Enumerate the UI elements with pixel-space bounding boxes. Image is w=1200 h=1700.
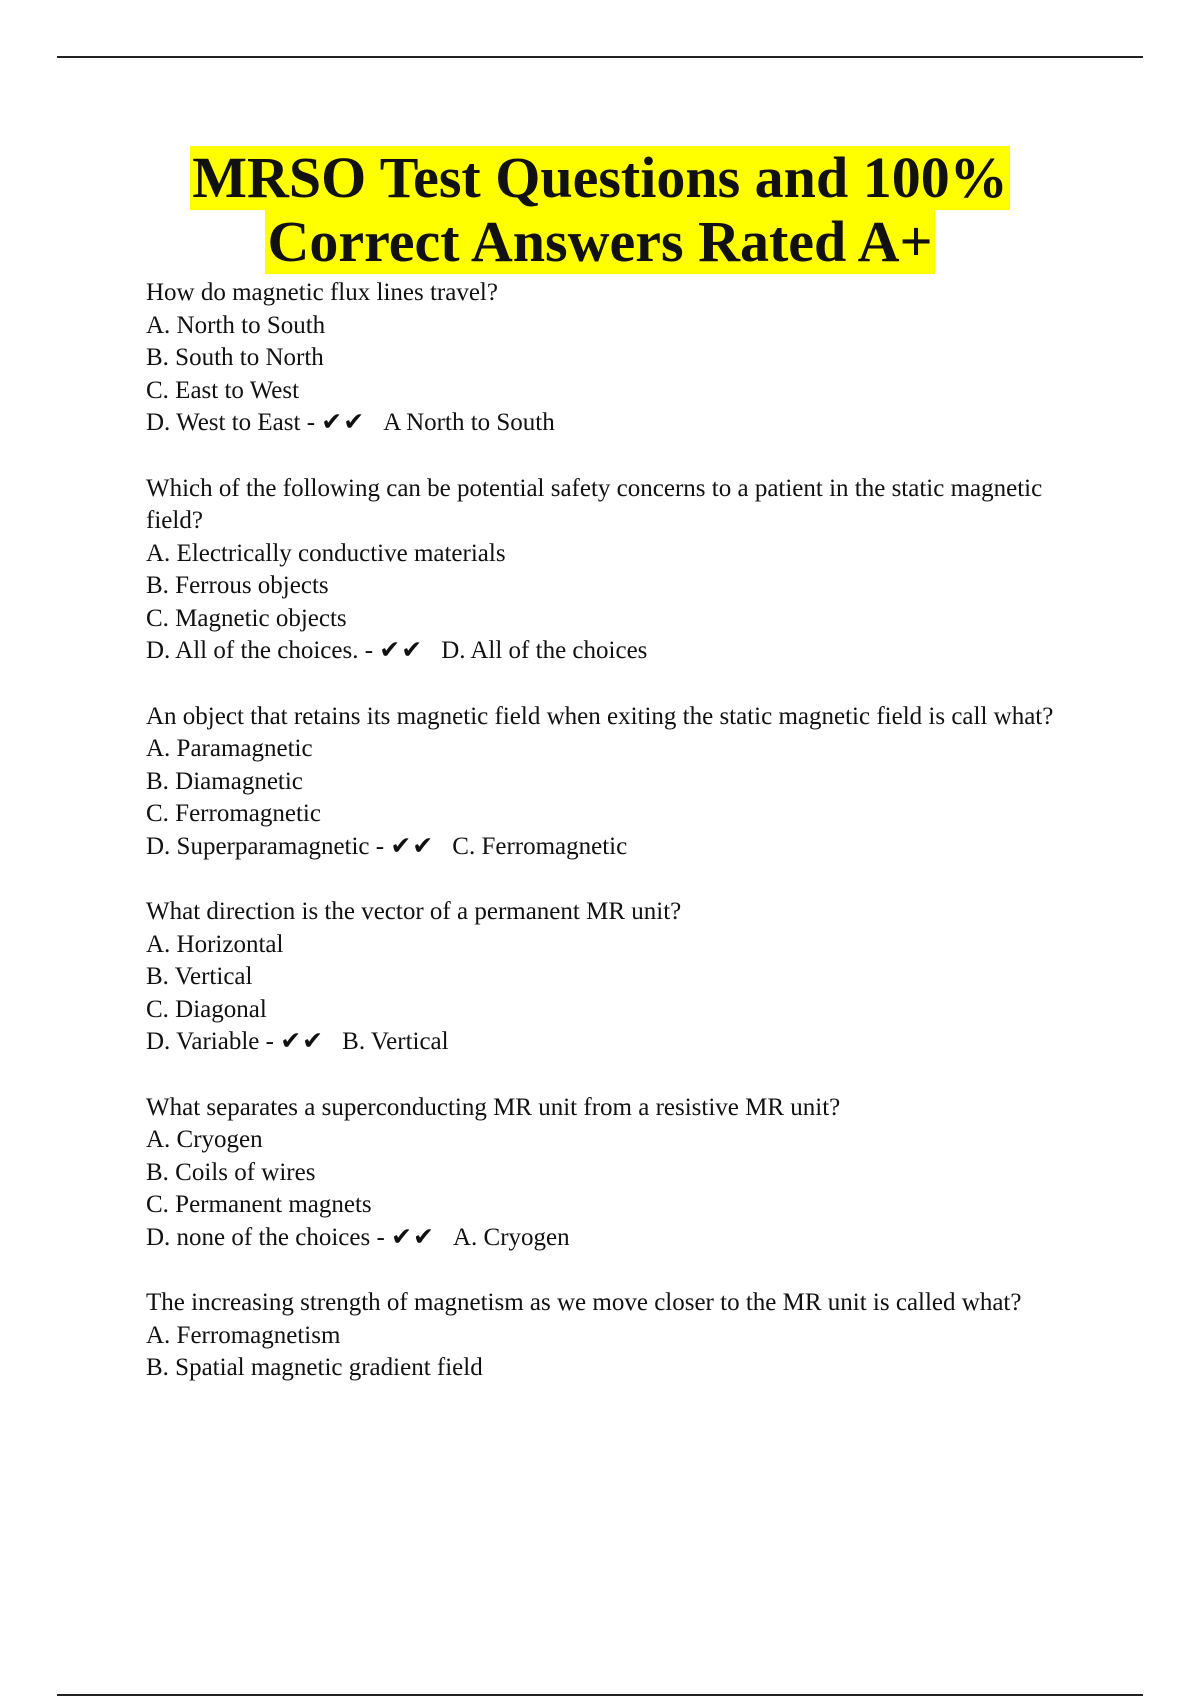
option-c: C. Ferromagnetic xyxy=(146,800,321,827)
option-b: B. Coils of wires xyxy=(146,1158,316,1186)
answer-separator: - xyxy=(259,1028,281,1055)
option-a: A. Electrically conductive materials xyxy=(146,539,506,567)
question-text: How do magnetic flux lines travel? xyxy=(146,279,498,306)
option-d: D. none of the choices xyxy=(146,1223,371,1251)
option-d-with-answer xyxy=(146,1026,1086,1059)
option-b: B. Vertical xyxy=(146,963,253,990)
question-block-4 xyxy=(146,896,1086,1059)
question-text: Which of the following can be potential safety concerns to a patient in the static magnetic field? xyxy=(146,474,1043,534)
question-text: What direction is the vector of a permanent MR unit? xyxy=(146,898,682,925)
option-a: A. Horizontal xyxy=(146,930,284,958)
option-d: D. Variable xyxy=(146,1028,260,1055)
check-mark-icon: ✔✔ xyxy=(391,1223,435,1251)
option-d: D. West to East xyxy=(146,409,301,436)
question-block-5 xyxy=(146,1092,1086,1255)
option-c: C. Magnetic objects xyxy=(146,604,347,632)
option-b: B. Diamagnetic xyxy=(146,767,303,795)
option-d-with-answer xyxy=(146,635,1086,668)
option-c: C. Permanent magnets xyxy=(146,1191,372,1218)
check-mark-icon: ✔✔ xyxy=(321,409,366,436)
option-d: D. Superparamagnetic xyxy=(146,832,370,860)
answer-separator: - xyxy=(300,409,322,436)
option-c: C. Diagonal xyxy=(146,995,267,1023)
question-text: What separates a superconducting MR unit from a resistive MR unit? xyxy=(146,1093,841,1121)
option-d-with-answer xyxy=(146,1222,1086,1255)
correct-answer: A North to South xyxy=(383,409,555,436)
check-mark-icon: ✔✔ xyxy=(379,637,424,664)
top-rule xyxy=(57,56,1143,58)
option-a: A. Cryogen xyxy=(146,1126,263,1153)
question-text: An object that retains its magnetic field when exiting the static magnetic field is call what? xyxy=(146,702,1054,730)
document-title xyxy=(0,146,1200,274)
answer-separator: - xyxy=(369,832,391,860)
answer-separator: - xyxy=(358,637,380,664)
question-block-2 xyxy=(146,473,1086,668)
option-a: A. Ferromagnetism xyxy=(146,1321,341,1349)
option-d-with-answer xyxy=(146,831,1086,864)
option-d: D. All of the choices. xyxy=(146,637,359,664)
question-block-3 xyxy=(146,701,1086,864)
question-list xyxy=(146,277,1086,1418)
title-line-2: Correct Answers Rated A+ xyxy=(267,209,933,274)
option-a: A. Paramagnetic xyxy=(146,735,313,762)
title-line-1: MRSO Test Questions and 100% xyxy=(192,145,1008,210)
correct-answer: D. All of the choices xyxy=(441,637,648,664)
correct-answer: C. Ferromagnetic xyxy=(452,832,628,860)
correct-answer: A. Cryogen xyxy=(452,1223,570,1251)
bottom-rule xyxy=(57,1694,1143,1696)
option-b: B. South to North xyxy=(146,344,324,371)
option-b: B. Ferrous objects xyxy=(146,572,329,599)
answer-separator: - xyxy=(370,1223,392,1251)
question-block-1 xyxy=(146,277,1086,440)
check-mark-icon: ✔✔ xyxy=(390,832,435,860)
option-a: A. North to South xyxy=(146,311,326,339)
option-b: B. Spatial magnetic gradient field xyxy=(146,1354,483,1381)
option-c: C. East to West xyxy=(146,376,300,404)
check-mark-icon: ✔✔ xyxy=(280,1028,325,1055)
question-text: The increasing strength of magnetism as we move closer to the MR unit is called what? xyxy=(146,1289,1022,1316)
option-d-with-answer xyxy=(146,407,1086,440)
correct-answer: B. Vertical xyxy=(342,1028,449,1055)
question-block-6 xyxy=(146,1287,1086,1385)
